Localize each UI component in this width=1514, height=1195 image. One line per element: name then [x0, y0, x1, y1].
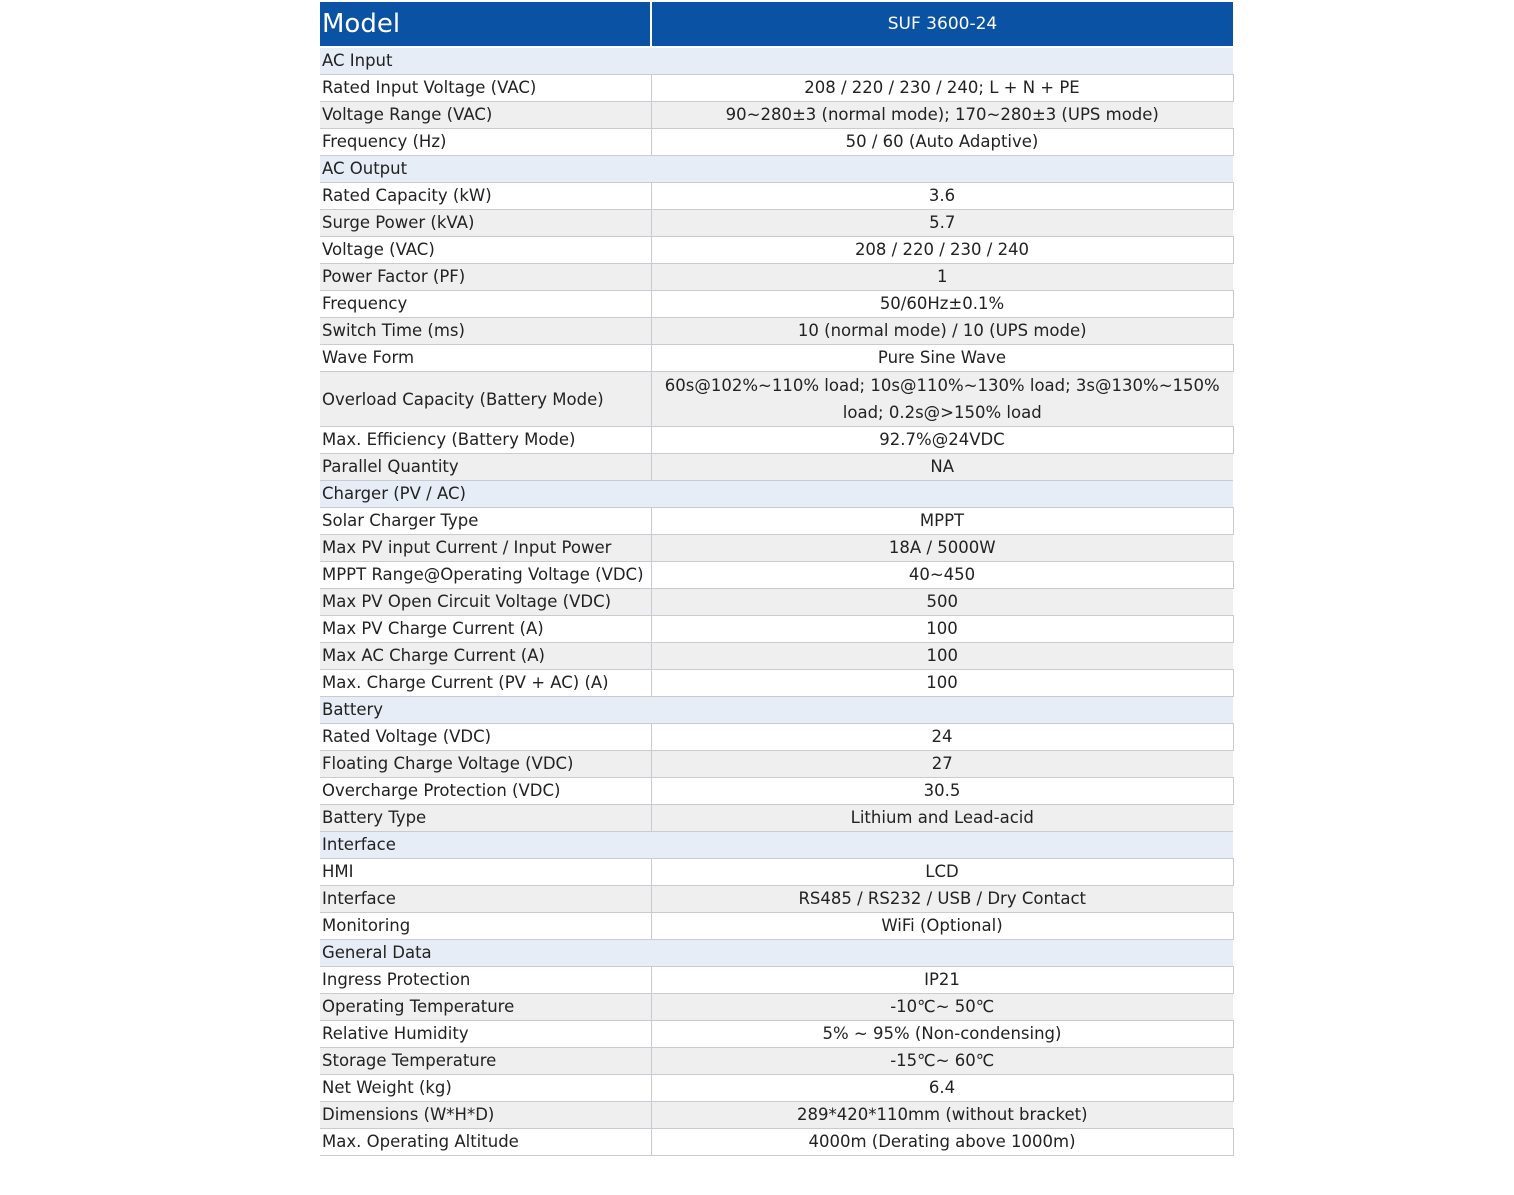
- section-header-row: [320, 940, 1233, 967]
- param-label: Rated Input Voltage (VAC): [320, 75, 651, 102]
- section-header-row: [320, 832, 1233, 859]
- param-label: Dimensions (W*H*D): [320, 1102, 651, 1129]
- param-value: 50/60Hz±0.1%: [651, 291, 1233, 318]
- model-label: Model: [320, 2, 651, 47]
- table-row: [320, 237, 1233, 264]
- spec-table: [320, 2, 1234, 1156]
- param-value: Pure Sine Wave: [651, 345, 1233, 372]
- param-label: Ingress Protection: [320, 967, 651, 994]
- param-label: Switch Time (ms): [320, 318, 651, 345]
- param-label: Overcharge Protection (VDC): [320, 778, 651, 805]
- param-value: -10℃~ 50℃: [651, 994, 1233, 1021]
- model-name: SUF 3600-24: [651, 2, 1233, 47]
- table-row: [320, 805, 1233, 832]
- param-label: Max. Charge Current (PV + AC) (A): [320, 670, 651, 697]
- section-header-row: [320, 697, 1233, 724]
- param-label: Rated Capacity (kW): [320, 183, 651, 210]
- param-value: MPPT: [651, 508, 1233, 535]
- table-row: [320, 751, 1233, 778]
- param-value: 1: [651, 264, 1233, 291]
- param-value: 5.7: [651, 210, 1233, 237]
- param-value: 60s@102%~110% load; 10s@110%~130% load; 3s@130%~150% load; 0.2s@>150% load: [651, 372, 1233, 427]
- param-value: -15℃~ 60℃: [651, 1048, 1233, 1075]
- param-label: Frequency: [320, 291, 651, 318]
- param-value: 24: [651, 724, 1233, 751]
- table-row: [320, 724, 1233, 751]
- table-row: [320, 535, 1233, 562]
- param-value: 6.4: [651, 1075, 1233, 1102]
- table-row: [320, 508, 1233, 535]
- param-label: Power Factor (PF): [320, 264, 651, 291]
- param-label: Overload Capacity (Battery Mode): [320, 372, 651, 427]
- table-row: [320, 1129, 1233, 1156]
- param-label: MPPT Range@Operating Voltage (VDC): [320, 562, 651, 589]
- table-row: [320, 291, 1233, 318]
- param-value: IP21: [651, 967, 1233, 994]
- param-label: Max AC Charge Current (A): [320, 643, 651, 670]
- param-label: Wave Form: [320, 345, 651, 372]
- param-value: 18A / 5000W: [651, 535, 1233, 562]
- param-value: 100: [651, 616, 1233, 643]
- section-title: Charger (PV / AC): [320, 481, 1233, 508]
- table-row: [320, 589, 1233, 616]
- param-label: Battery Type: [320, 805, 651, 832]
- section-title: Battery: [320, 697, 1233, 724]
- table-row: [320, 994, 1233, 1021]
- param-label: Net Weight (kg): [320, 1075, 651, 1102]
- param-value: 50 / 60 (Auto Adaptive): [651, 129, 1233, 156]
- param-value: 27: [651, 751, 1233, 778]
- section-title: Interface: [320, 832, 1233, 859]
- param-label: Monitoring: [320, 913, 651, 940]
- table-row: [320, 210, 1233, 237]
- param-label: Operating Temperature: [320, 994, 651, 1021]
- section-title: General Data: [320, 940, 1233, 967]
- param-value: 208 / 220 / 230 / 240; L + N + PE: [651, 75, 1233, 102]
- table-row: [320, 372, 1233, 427]
- param-value: Lithium and Lead-acid: [651, 805, 1233, 832]
- param-value: LCD: [651, 859, 1233, 886]
- param-label: Floating Charge Voltage (VDC): [320, 751, 651, 778]
- param-label: Storage Temperature: [320, 1048, 651, 1075]
- param-label: HMI: [320, 859, 651, 886]
- table-row: [320, 562, 1233, 589]
- table-row: [320, 102, 1233, 129]
- param-label: Voltage Range (VAC): [320, 102, 651, 129]
- table-header-row: [320, 2, 1233, 47]
- section-header-row: [320, 156, 1233, 183]
- param-label: Parallel Quantity: [320, 454, 651, 481]
- param-value: RS485 / RS232 / USB / Dry Contact: [651, 886, 1233, 913]
- param-value: 208 / 220 / 230 / 240: [651, 237, 1233, 264]
- table-row: [320, 670, 1233, 697]
- param-value: 5% ~ 95% (Non-condensing): [651, 1021, 1233, 1048]
- param-label: Max PV input Current / Input Power: [320, 535, 651, 562]
- table-row: [320, 1075, 1233, 1102]
- table-row: [320, 886, 1233, 913]
- table-row: [320, 643, 1233, 670]
- table-row: [320, 1021, 1233, 1048]
- param-label: Solar Charger Type: [320, 508, 651, 535]
- table-row: [320, 1048, 1233, 1075]
- param-value: NA: [651, 454, 1233, 481]
- table-row: [320, 75, 1233, 102]
- table-row: [320, 778, 1233, 805]
- param-value: 92.7%@24VDC: [651, 427, 1233, 454]
- param-value: 90~280±3 (normal mode); 170~280±3 (UPS mode): [651, 102, 1233, 129]
- param-label: Frequency (Hz): [320, 129, 651, 156]
- param-label: Relative Humidity: [320, 1021, 651, 1048]
- table-row: [320, 318, 1233, 345]
- param-value: 10 (normal mode) / 10 (UPS mode): [651, 318, 1233, 345]
- param-label: Max PV Open Circuit Voltage (VDC): [320, 589, 651, 616]
- table-row: [320, 913, 1233, 940]
- table-row: [320, 264, 1233, 291]
- section-title: AC Output: [320, 156, 1233, 183]
- spec-table-body: [320, 2, 1233, 1156]
- param-label: Max. Operating Altitude: [320, 1129, 651, 1156]
- table-row: [320, 345, 1233, 372]
- param-value: 100: [651, 670, 1233, 697]
- param-label: Max PV Charge Current (A): [320, 616, 651, 643]
- param-value: 3.6: [651, 183, 1233, 210]
- table-row: [320, 427, 1233, 454]
- param-label: Max. Efficiency (Battery Mode): [320, 427, 651, 454]
- table-row: [320, 967, 1233, 994]
- param-value: 289*420*110mm (without bracket): [651, 1102, 1233, 1129]
- table-row: [320, 616, 1233, 643]
- param-label: Interface: [320, 886, 651, 913]
- param-value: WiFi (Optional): [651, 913, 1233, 940]
- param-value: 30.5: [651, 778, 1233, 805]
- param-label: Rated Voltage (VDC): [320, 724, 651, 751]
- param-label: Voltage (VAC): [320, 237, 651, 264]
- table-row: [320, 129, 1233, 156]
- table-row: [320, 454, 1233, 481]
- table-row: [320, 859, 1233, 886]
- param-value: 40~450: [651, 562, 1233, 589]
- table-row: [320, 183, 1233, 210]
- param-value: 4000m (Derating above 1000m): [651, 1129, 1233, 1156]
- section-title: AC Input: [320, 47, 1233, 75]
- param-value: 100: [651, 643, 1233, 670]
- section-header-row: [320, 47, 1233, 75]
- param-label: Surge Power (kVA): [320, 210, 651, 237]
- param-value: 500: [651, 589, 1233, 616]
- section-header-row: [320, 481, 1233, 508]
- table-row: [320, 1102, 1233, 1129]
